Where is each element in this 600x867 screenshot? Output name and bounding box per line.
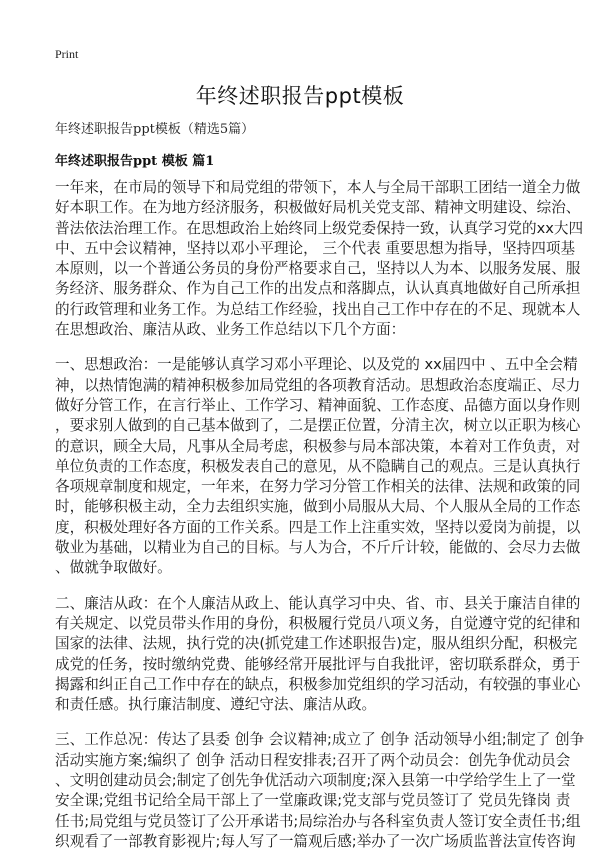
text-line: 做好分管工作，在言行举止、工作学习、精神面貌、工作态度、品德方面以身作则 (55, 396, 581, 414)
paragraph-intro (55, 178, 584, 340)
text-line: 单位负责的工作态度，积极发表自己的意见，从不隐瞒自己的观点。三是认真执行 (55, 457, 581, 475)
text-line: 普法依法治理工作。在思想政治上始终同上级党委保持一致，认真学习党的xx大四 (55, 219, 584, 237)
text-line: 织观看了一部教育影视片;每人写了一篇观后感;举办了一次广场质监普法宣传咨询 (55, 832, 576, 850)
print-label: Print (55, 47, 79, 61)
text-line: 安全课;党组书记给全局干部上了一堂廉政课;党支部与党员签订了 党员先锋岗 责 (55, 792, 571, 810)
text-line: 中、五中会议精神，坚持以邓小平理论， 三个代表 重要思想为指导，坚持四项基 (55, 239, 576, 257)
text-line: 、做就争取做好。 (55, 559, 172, 577)
text-line: 好本职工作。在为地方经济服务，积极做好局机关党支部、精神文明建设、综治、 (55, 199, 581, 217)
text-line: ，要求别人做到的自己基本做到了，二是摆正位置，分清主次，树立以正职为核心 (55, 417, 581, 435)
text-line: 敬业为基础，以精业为自己的目标。与人为合，不斤斤计较，能做的、会尽力去做 (55, 539, 581, 557)
text-line: 神，以热情饱满的精神积极参加局党组的各项教育活动。思想政治态度端正、尽力 (55, 376, 581, 394)
document-subtitle: 年终述职报告ppt模板（精选5篇） (55, 122, 255, 137)
text-line: 本原则，以一个普通公务员的身份严格要求自己，坚持以人为本、以服务发展、服 (55, 260, 581, 278)
paragraph-work-overview (55, 730, 585, 852)
text-line: 和责任感。执行廉洁制度、遵纪守法、廉洁从政。 (55, 696, 377, 714)
text-line: 度，积极处理好各方面的工作关系。四是工作上注重实效，坚持以爱岗为前提，以 (55, 518, 581, 536)
text-line: 二、廉洁从政：在个人廉洁从政上、能认真学习中央、省、市、县关于廉洁自律的 (55, 594, 581, 612)
paragraph-political-thought (55, 355, 581, 578)
text-line: 、文明创建动员会;制定了创先争优活动六项制度;深入县第一中学给学生上了一堂 (55, 772, 576, 790)
text-line: 一年来，在市局的领导下和局党组的带领下，本人与全局干部职工团结一道全力做 (55, 179, 581, 196)
text-line: 有关规定、以党员带头作用的身份，积极履行党员八项义务，自觉遵守党的纪律和 (55, 614, 581, 632)
document-body (55, 178, 585, 867)
text-line: 在思想政治、廉洁从政、业务工作总结以下几个方面： (55, 321, 406, 339)
section-heading: 年终述职报告ppt 模板 篇1 (55, 154, 215, 169)
text-line: 任书;局党组与党员签订了公开承诺书;局综治办与各科室负责人签订安全责任书;组 (55, 812, 581, 830)
text-line: 揭露和纠正自己工作中存在的缺点，积极参加党组织的学习活动，有较强的事业心 (55, 675, 581, 693)
text-line: 三、工作总况：传达了县委 创争 会议精神;成立了 创争 活动领导小组;制定了 创争 (55, 731, 585, 749)
text-line: 成党的任务，按时缴纳党费、能够经常开展批评与自我批评，密切联系群众，勇于 (55, 655, 581, 673)
text-line: 的意识，顾全大局，凡事从全局考虑，积极参与局本部决策，本着对工作负责，对 (55, 437, 581, 455)
text-line: 的行政管理和业务工作。为总结工作经验，找出自己工作中存在的不足、现就本人 (55, 300, 581, 318)
text-line: 活动实施方案;编织了 创争 活动日程安排表;召开了两个动员会：创先争优动员会 (55, 751, 571, 769)
document-title: 年终述职报告ppt模板 (195, 84, 405, 108)
text-line: 国家的法律、法规，执行党的决(抓党建工作述职报告)定，服从组织分配，积极完 (55, 635, 578, 653)
text-line: 各项规章制度和规定，一年来，在努力学习分管工作相关的法律、法规和政策的同 (55, 478, 581, 496)
text-line: 时，能够积极主动，全力去组织实施，做到小局服从大局、个人服从全局的工作态 (55, 498, 581, 516)
text-line: 一、思想政治：一是能够认真学习邓小平理论、以及党的 xx届四中 、五中全会精 (55, 356, 578, 374)
text-line: 务经济、服务群众、作为自己工作的出发点和落脚点，认认真真地做好自己所承担 (55, 280, 581, 298)
paragraph-integrity (55, 594, 581, 716)
